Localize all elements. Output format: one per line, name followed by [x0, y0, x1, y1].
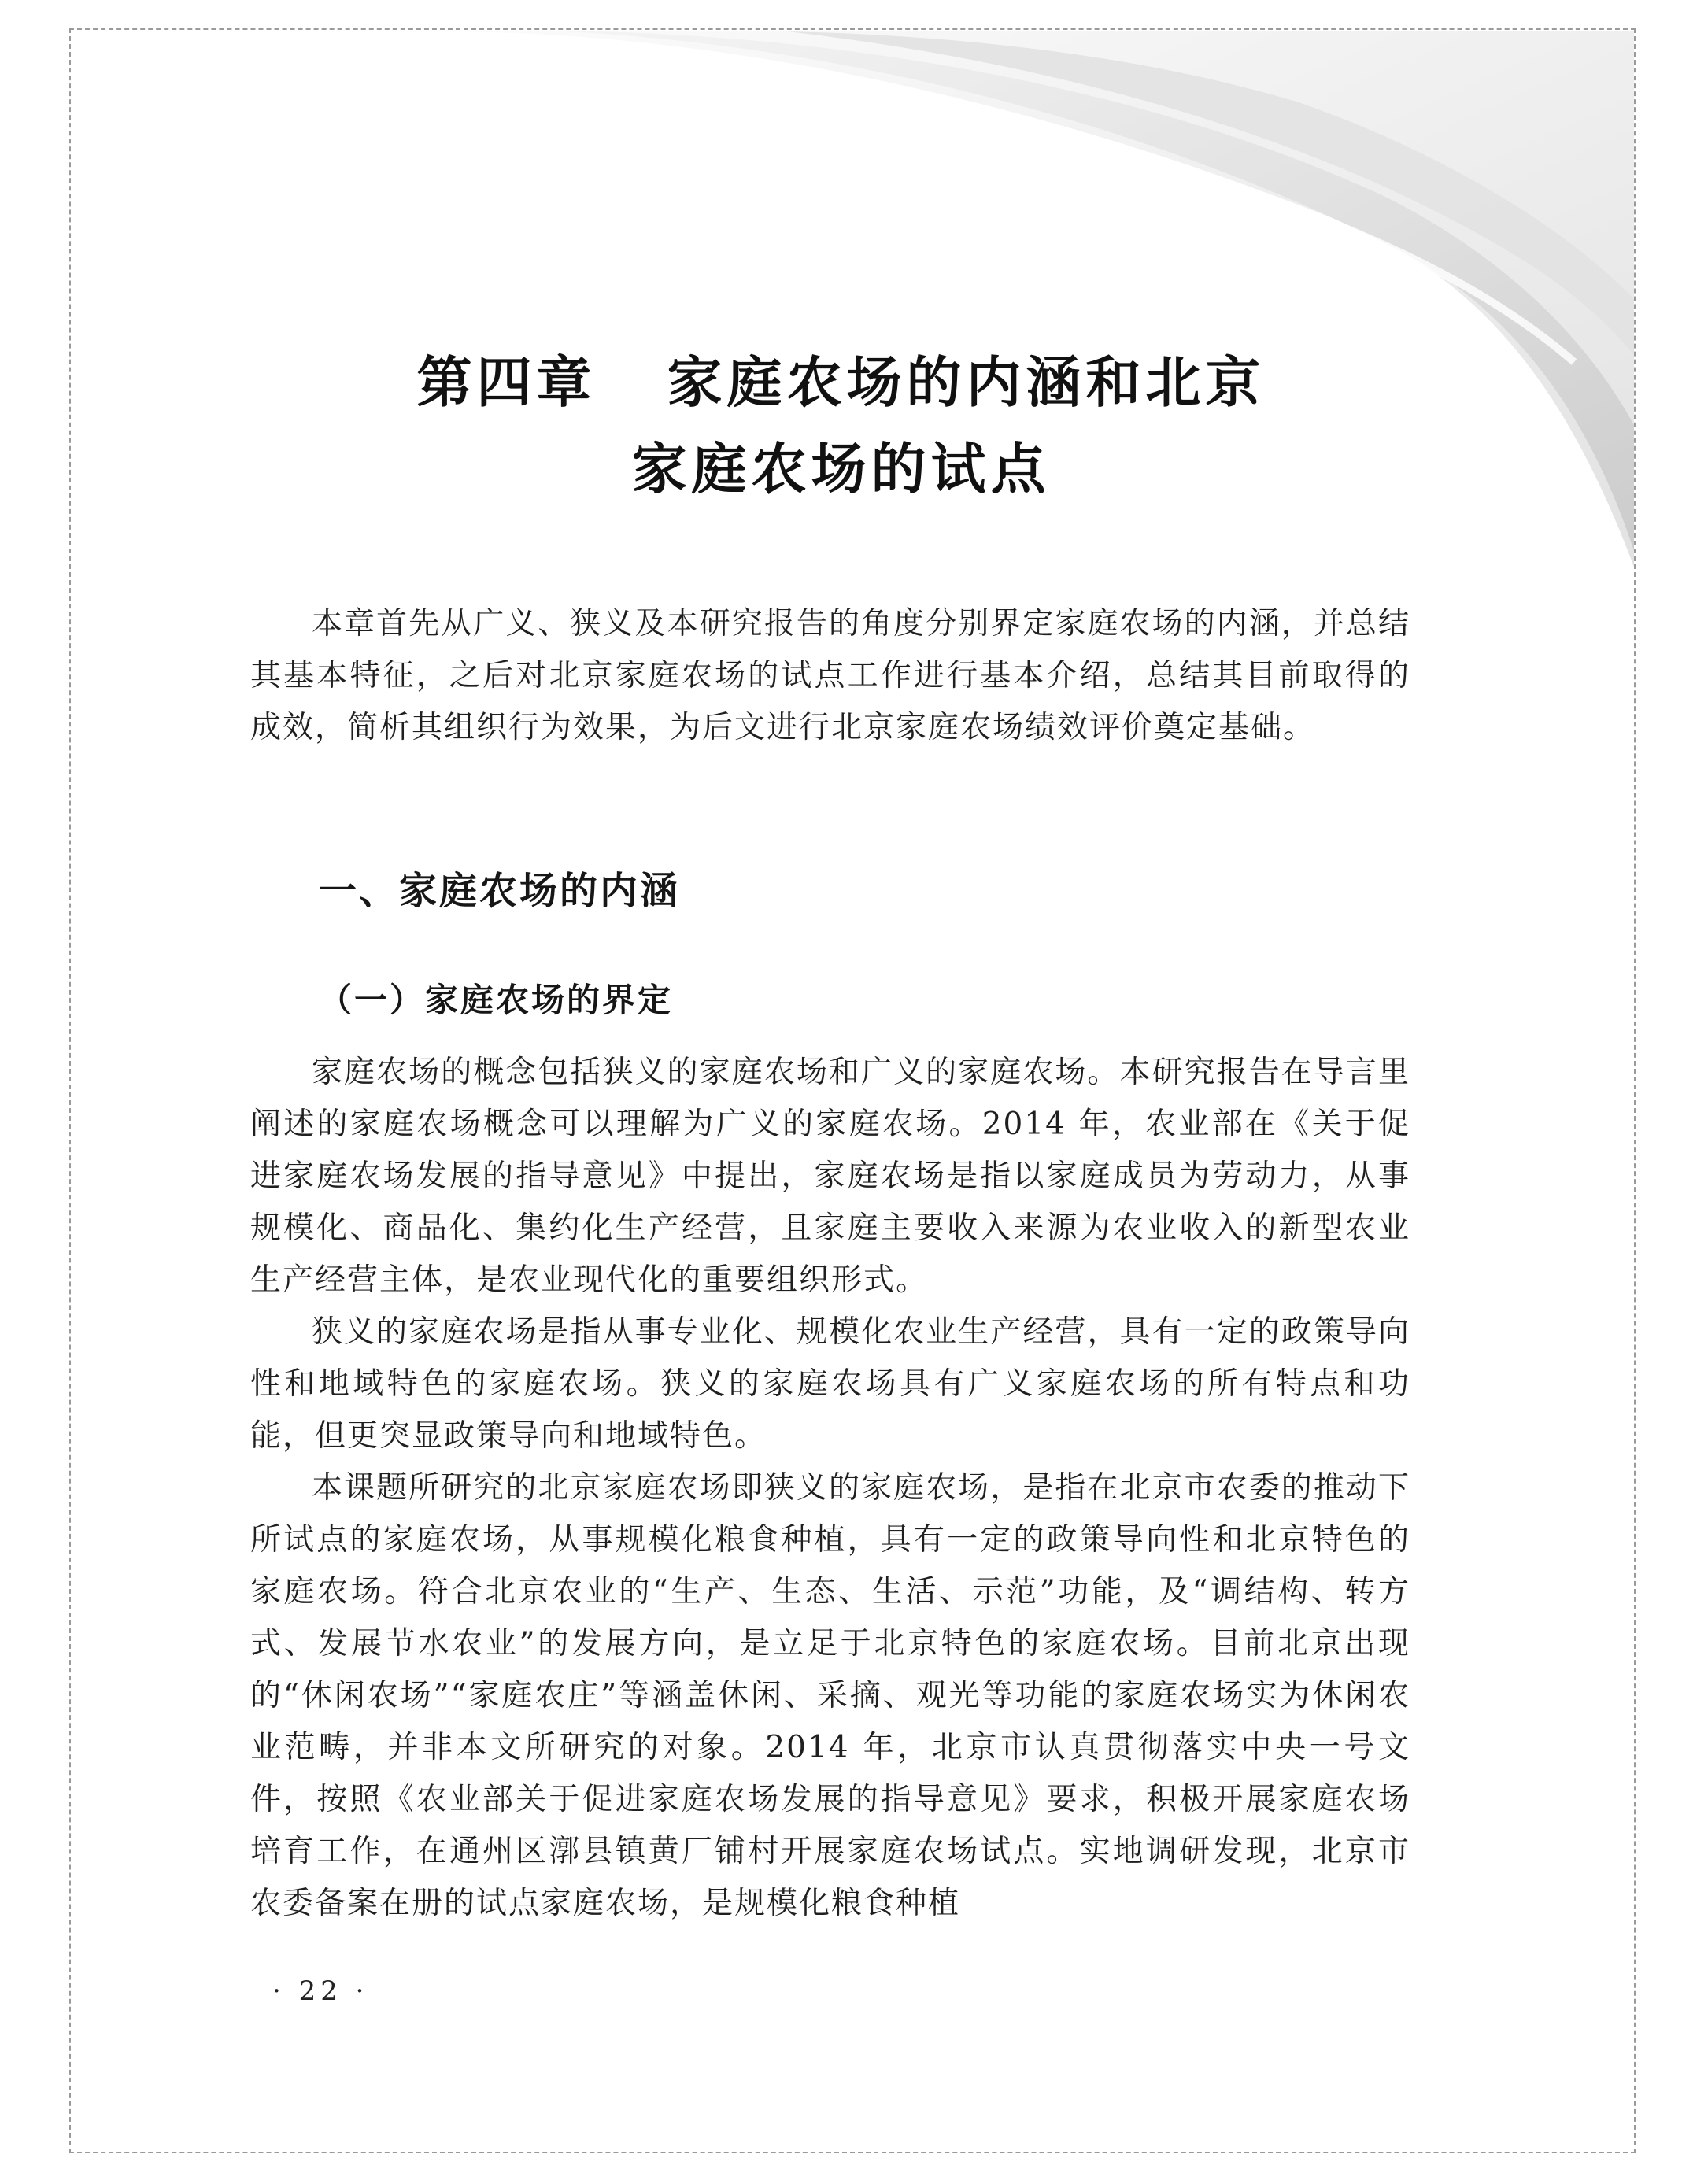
body-paragraph: 家庭农场的概念包括狭义的家庭农场和广义的家庭农场。本研究报告在导言里阐述的家庭农场概念可以理解为广义的家庭农场。2014 年，农业部在《关于促进家庭农场发展的指导意见》中提出，家庭农场是指以家庭成员为劳动力，从事规模化、商品化、集约化生产经营，且家庭主要收入来源为农业收入的新型农业生产经营主体，是农业现代化的重要组织形式。 [250, 1055, 1410, 1298]
chapter-title-text: 家庭农场的内涵和北京 [667, 350, 1266, 415]
section-heading: 一、家庭农场的内涵 [319, 869, 681, 913]
chapter-intro [250, 598, 1410, 754]
chapter-title-line2: 家庭农场的试点 [631, 437, 1051, 501]
intro-paragraph: 本章首先从广义、狭义及本研究报告的角度分别界定家庭农场的内涵，并总结其基本特征，之后对北京家庭农场的试点工作进行基本介绍，总结其目前取得的成效，简析其组织行为效果，为后文进行北京家庭农场绩效评价奠定基础。 [250, 606, 1410, 745]
body-paragraph: 狭义的家庭农场是指从事专业化、规模化农业生产经营，具有一定的政策导向性和地域特色的家庭农场。狭义的家庭农场具有广义家庭农场的所有特点和功能，但更突显政策导向和地域特色。 [250, 1314, 1410, 1454]
chapter-number: 第四章 [416, 350, 597, 415]
chapter-title-line1 [0, 338, 1682, 418]
page-number: · 22 · [272, 1975, 369, 2007]
section-body [250, 1047, 1410, 1930]
decorative-swoosh [0, 0, 1682, 630]
subsection-heading: （一）家庭农场的界定 [319, 981, 674, 1019]
body-paragraph: 本课题所研究的北京家庭农场即狭义的家庭农场，是指在北京市农委的推动下所试点的家庭农场，从事规模化粮食种植，具有一定的政策导向性和北京特色的家庭农场。符合北京农业的“生产、生态、生活、示范”功能，及“调结构、转方式、发展节水农业”的发展方向，是立足于北京特色的家庭农场。目前北京出现的“休闲农场”“家庭农庄”等涵盖休闲、采摘、观光等功能的家庭农场实为休闲农业范畴，并非本文所研究的对象。2014 年，北京市认真贯彻落实中央一号文件，按照《农业部关于促进家庭农场发展的指导意见》要求，积极开展家庭农场培育工作，在通州区漷县镇黄厂铺村开展家庭农场试点。实地调研发现，北京市农委备案在册的试点家庭农场，是规模化粮食种植 [250, 1470, 1410, 1921]
